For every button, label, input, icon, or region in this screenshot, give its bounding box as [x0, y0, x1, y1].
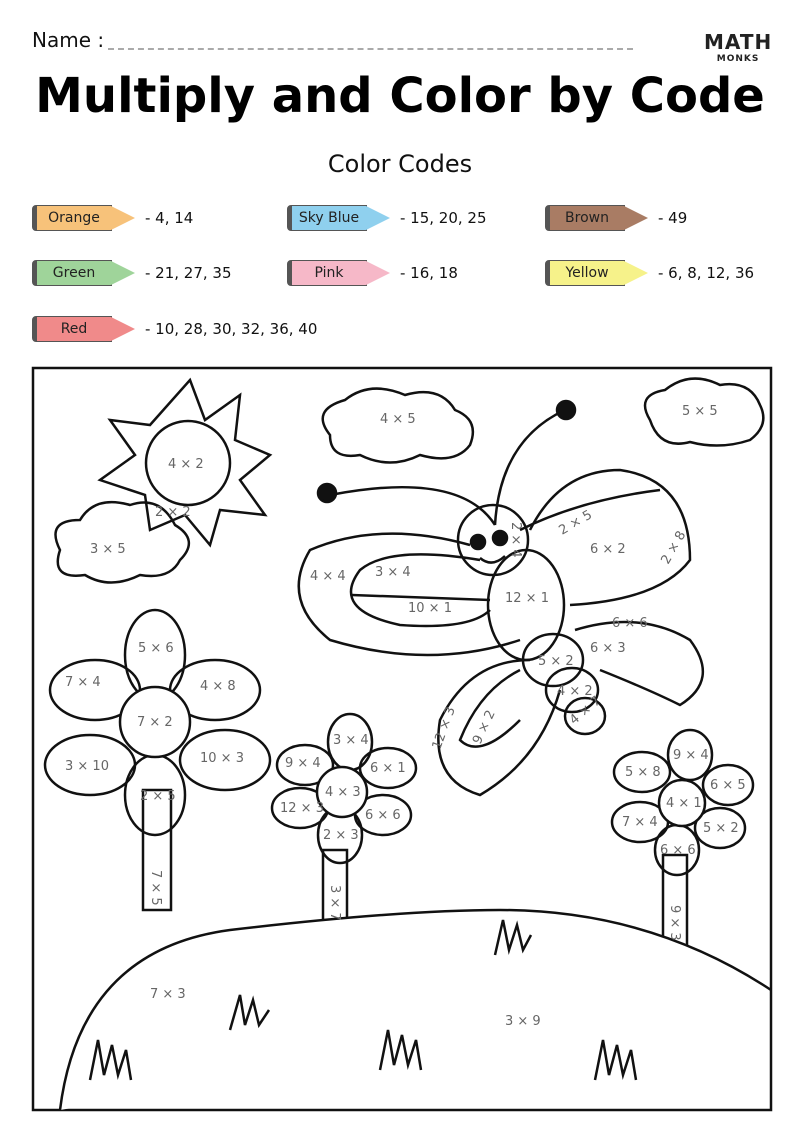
sun-label: 4 × 2: [168, 457, 204, 472]
wing-label: 6 × 3: [590, 641, 626, 656]
wing-label: 9 × 2: [470, 707, 499, 747]
cloud-label: 4 × 5: [380, 412, 416, 427]
hill-label: 7 × 3: [150, 987, 186, 1002]
wing-label: 4 × 4: [310, 569, 346, 584]
color-numbers: - 21, 27, 35: [145, 264, 232, 282]
cloud-label: 5 × 5: [682, 404, 718, 419]
wing-label: 6 × 2: [590, 542, 626, 557]
wing-upper-right: [530, 470, 690, 605]
wing-lower-right: [575, 622, 703, 705]
cloud-label: 3 × 5: [90, 542, 126, 557]
color-name: Pink: [314, 265, 344, 281]
petal-label: 2 × 5: [140, 789, 176, 804]
color-numbers: - 4, 14: [145, 209, 194, 227]
petal-label: 9 × 4: [673, 748, 709, 763]
sun-ray-label: 2 × 2: [155, 505, 191, 520]
petal-label: 9 × 4: [285, 756, 321, 771]
center-label: 7 × 2: [137, 715, 173, 730]
wing-label: 6 × 6: [612, 616, 648, 631]
petal-label: 2 × 3: [323, 828, 359, 843]
color-numbers: - 16, 18: [400, 264, 458, 282]
color-name: Green: [52, 265, 96, 281]
wing-label: 2 × 5: [556, 507, 595, 539]
antenna-left: [330, 487, 495, 525]
petal-label: 10 × 3: [200, 751, 244, 766]
petal-label: 5 × 2: [703, 821, 739, 836]
name-label: Name :: [32, 28, 105, 52]
color-name: Sky Blue: [298, 210, 360, 226]
wing-lower-left: [438, 660, 560, 795]
stem-label: 7 × 5: [148, 870, 163, 906]
hill: [60, 910, 771, 1110]
color-codes-heading: Color Codes: [327, 150, 473, 178]
color-numbers: - 49: [658, 209, 688, 227]
head-label: 2 × 4: [508, 522, 523, 558]
body-label: 12 × 1: [505, 591, 549, 606]
color-name: Brown: [565, 210, 609, 226]
body-label: 4 × 2: [557, 684, 593, 699]
stem-label: 3 × 7: [327, 885, 342, 921]
color-numbers: - 10, 28, 30, 32, 36, 40: [145, 320, 318, 338]
petal-label: 5 × 8: [625, 765, 661, 780]
color-numbers: - 6, 8, 12, 36: [658, 264, 755, 282]
petal-label: 6 × 1: [370, 761, 406, 776]
petal-label: 3 × 10: [65, 759, 109, 774]
wing-label: 2 × 8: [658, 528, 690, 567]
petal-label: 3 × 4: [333, 733, 369, 748]
wing-label: 12 × 3: [429, 704, 459, 752]
color-name: Orange: [48, 210, 100, 226]
wing-label: 10 × 1: [408, 601, 452, 616]
wing-upper-left: [299, 534, 520, 655]
color-numbers: - 15, 20, 25: [400, 209, 487, 227]
logo-bottom: MONKS: [716, 54, 760, 64]
petal-label: 7 × 4: [65, 675, 101, 690]
petal-label: 6 × 6: [660, 843, 696, 858]
petal-label: 12 × 3: [280, 801, 324, 816]
petal-label: 7 × 4: [622, 815, 658, 830]
hill-label: 3 × 9: [505, 1014, 541, 1029]
body-label: 4 × 7: [566, 693, 604, 729]
color-name: Yellow: [565, 265, 609, 281]
petal-label: 6 × 5: [710, 778, 746, 793]
petal-label: 4 × 8: [200, 679, 236, 694]
petal-label: 5 × 6: [138, 641, 174, 656]
color-name: Red: [60, 321, 88, 337]
logo-top: MATH: [704, 30, 773, 54]
petal-label: 6 × 6: [365, 808, 401, 823]
body-label: 5 × 2: [538, 654, 574, 669]
stem-label: 9 × 3: [667, 905, 682, 941]
center-label: 4 × 3: [325, 785, 361, 800]
page-title: Multiply and Color by Code: [35, 68, 765, 124]
center-label: 4 × 1: [666, 796, 702, 811]
wing-label: 3 × 4: [375, 565, 411, 580]
